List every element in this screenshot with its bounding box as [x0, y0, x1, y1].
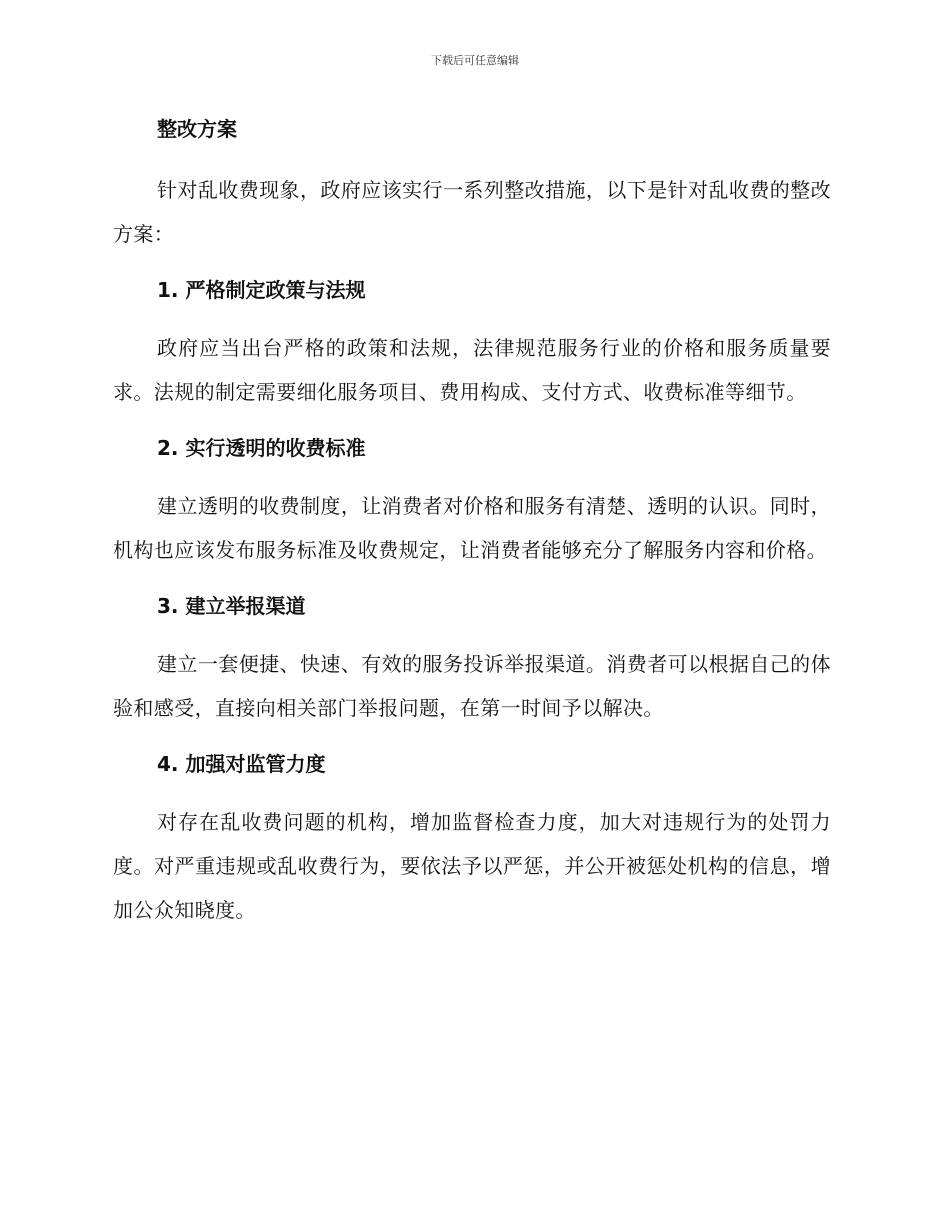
document-title: 整改方案	[157, 117, 237, 141]
section-body-4: 对存在乱收费问题的机构，增加监督检查力度，加大对违规行为的处罚力度。对严重违规或乱收费行为，要依法予以严惩，并公开被惩处机构的信息，增加公众知晓度。	[113, 810, 831, 922]
section-heading-1: 1. 严格制定政策与法规	[157, 278, 366, 302]
section-body-3: 建立一套便捷、快速、有效的服务投诉举报渠道。消费者可以根据自己的体验和感受，直接向相关部门举报问题，在第一时间予以解决。	[113, 652, 831, 720]
intro-paragraph: 针对乱收费现象，政府应该实行一系列整改措施，以下是针对乱收费的整改方案：	[113, 178, 831, 246]
section-body-2: 建立透明的收费制度，让消费者对价格和服务有清楚、透明的认识。同时，机构也应该发布服务标准及收费规定，让消费者能够充分了解服务内容和价格。	[113, 494, 831, 562]
section-heading-3: 3. 建立举报渠道	[157, 594, 306, 618]
document-body	[113, 110, 831, 932]
section-heading-2: 2. 实行透明的收费标准	[157, 436, 366, 460]
page-header-note: 下载后可任意编辑	[431, 54, 519, 67]
section-heading-4: 4. 加强对监管力度	[157, 752, 326, 776]
section-body-1: 政府应当出台严格的政策和法规，法律规范服务行业的价格和服务质量要求。法规的制定需要细化服务项目、费用构成、支付方式、收费标准等细节。	[113, 336, 831, 404]
